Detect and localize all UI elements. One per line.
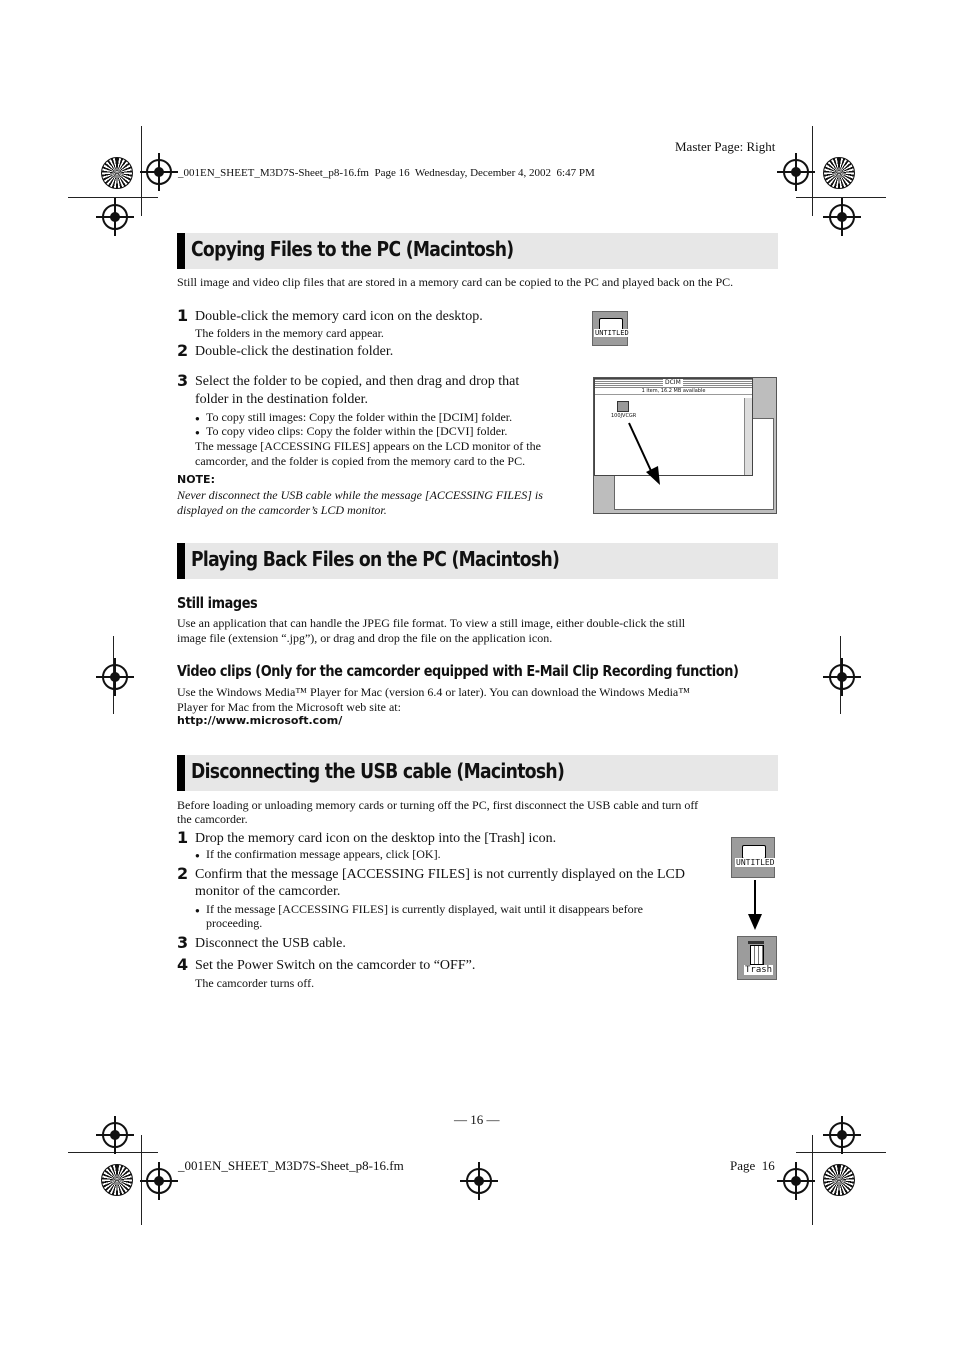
step-result: The message [ACCESSING FILES] appears on the LCD monitor of the <box>195 439 541 453</box>
page-number-marker: — 16 — <box>454 1112 500 1127</box>
crosshair-mark-icon <box>102 204 128 230</box>
step-text: Disconnect the USB cable. <box>195 936 346 951</box>
footer-page-label: Page 16 <box>730 1158 775 1173</box>
step-result: camcorder, and the folder is copied from the memory card to the PC. <box>195 454 526 468</box>
section-title: Copying Files to the PC (Macintosh) <box>191 237 514 261</box>
crosshair-mark-icon <box>783 159 809 185</box>
crosshair-mark-icon <box>783 1168 809 1194</box>
section-copying-files <box>177 233 778 269</box>
registration-mark-icon <box>101 1164 133 1196</box>
step-number: 4 <box>177 955 189 974</box>
folder-label: 100JVCGR <box>611 413 637 419</box>
step-text: Confirm that the message [ACCESSING FILES] is not currently displayed on the LCD <box>195 867 685 882</box>
section-intro: Before loading or unloading memory cards or turning off the PC, first disconnect the USB cable and turn off <box>177 798 699 812</box>
window-title: DCIM <box>665 379 681 386</box>
step-subtext: The folders in the memory card appear. <box>195 326 384 340</box>
crosshair-mark-icon <box>102 1122 128 1148</box>
bullet-item: ● If the confirmation message appears, click [OK]. <box>206 847 441 862</box>
step-text: monitor of the camcorder. <box>195 884 341 899</box>
window-info: 1 item, 16.2 MB available <box>595 388 752 395</box>
file-stamp: _001EN_SHEET_M3D7S-Sheet_p8-16.fm Page 16 Wednesday, December 4, 2002 6:47 PM <box>178 167 595 179</box>
master-page-label: Master Page: Right <box>675 139 776 154</box>
note-text: displayed on the camcorder’s LCD monitor. <box>177 503 387 517</box>
bullet-item: ● If the message [ACCESSING FILES] is currently displayed, wait until it disappears before <box>206 902 643 917</box>
section-intro: the camcorder. <box>177 812 248 826</box>
note-text: Never disconnect the USB cable while the message [ACCESSING FILES] is <box>177 488 543 502</box>
bullet-continuation: proceeding. <box>206 916 263 930</box>
subheading-video-clips: Video clips (Only for the camcorder equipped with E-Mail Clip Recording function) <box>177 662 739 680</box>
trash-icon: Trash <box>737 936 777 980</box>
step-text: folder in the destination folder. <box>195 392 369 407</box>
section-playing-back <box>177 543 778 579</box>
step-number: 2 <box>177 864 189 883</box>
bullet-item: ● To copy video clips: Copy the folder within the [DCVI] folder. <box>206 424 507 439</box>
memory-card-icon: UNTITLED <box>592 311 628 346</box>
crosshair-mark-icon <box>829 1122 855 1148</box>
registration-mark-icon <box>823 157 855 189</box>
step-text: Set the Power Switch on the camcorder to “OFF”. <box>195 958 476 973</box>
section-disconnecting-usb <box>177 755 778 791</box>
still-images-text: Use an application that can handle the JPEG file format. To view a still image, either double-click the still <box>177 616 686 630</box>
drag-arrow-icon <box>594 378 776 513</box>
step-subtext: The camcorder turns off. <box>195 976 315 990</box>
step-number: 1 <box>177 306 189 325</box>
crosshair-mark-icon <box>466 1168 492 1194</box>
step-text: Drop the memory card icon on the desktop into the [Trash] icon. <box>195 831 557 846</box>
registration-mark-icon <box>101 157 133 189</box>
crosshair-mark-icon <box>146 1168 172 1194</box>
note-label: NOTE: <box>177 473 215 486</box>
bullet-item: ● To copy still images: Copy the folder within the [DCIM] folder. <box>206 410 512 425</box>
step-number: 1 <box>177 828 189 847</box>
registration-mark-icon <box>823 1164 855 1196</box>
microsoft-url-link[interactable]: http://www.microsoft.com/ <box>177 714 343 727</box>
footer-file-name: _001EN_SHEET_M3D7S-Sheet_p8-16.fm <box>178 1158 404 1173</box>
crosshair-mark-icon <box>102 664 128 690</box>
section-intro: Still image and video clip files that are stored in a memory card can be copied to the PC and played back on the PC. <box>177 275 734 289</box>
video-clips-text: Use the Windows Media™ Player for Mac (version 6.4 or later). You can download the Windows Media™ <box>177 685 691 699</box>
subheading-still-images: Still images <box>177 594 258 612</box>
crosshair-mark-icon <box>146 159 172 185</box>
video-clips-text: Player for Mac from the Microsoft web site at: <box>177 700 401 714</box>
section-title: Playing Back Files on the PC (Macintosh) <box>191 547 560 571</box>
step-number: 3 <box>177 933 189 952</box>
crosshair-mark-icon <box>829 664 855 690</box>
step-number: 2 <box>177 341 189 360</box>
step-number: 3 <box>177 371 189 390</box>
section-title: Disconnecting the USB cable (Macintosh) <box>191 759 565 783</box>
step-text: Double-click the destination folder. <box>195 344 394 359</box>
crosshair-mark-icon <box>829 204 855 230</box>
still-images-text: image file (extension “.jpg”), or drag and drop the file on the application icon. <box>177 631 553 645</box>
down-arrow-icon <box>745 880 765 932</box>
memory-card-icon: UNTITLED <box>731 837 775 878</box>
finder-window-screenshot <box>593 377 777 514</box>
step-text: Double-click the memory card icon on the desktop. <box>195 309 483 324</box>
step-text: Select the folder to be copied, and then drag and drop that <box>195 374 520 389</box>
